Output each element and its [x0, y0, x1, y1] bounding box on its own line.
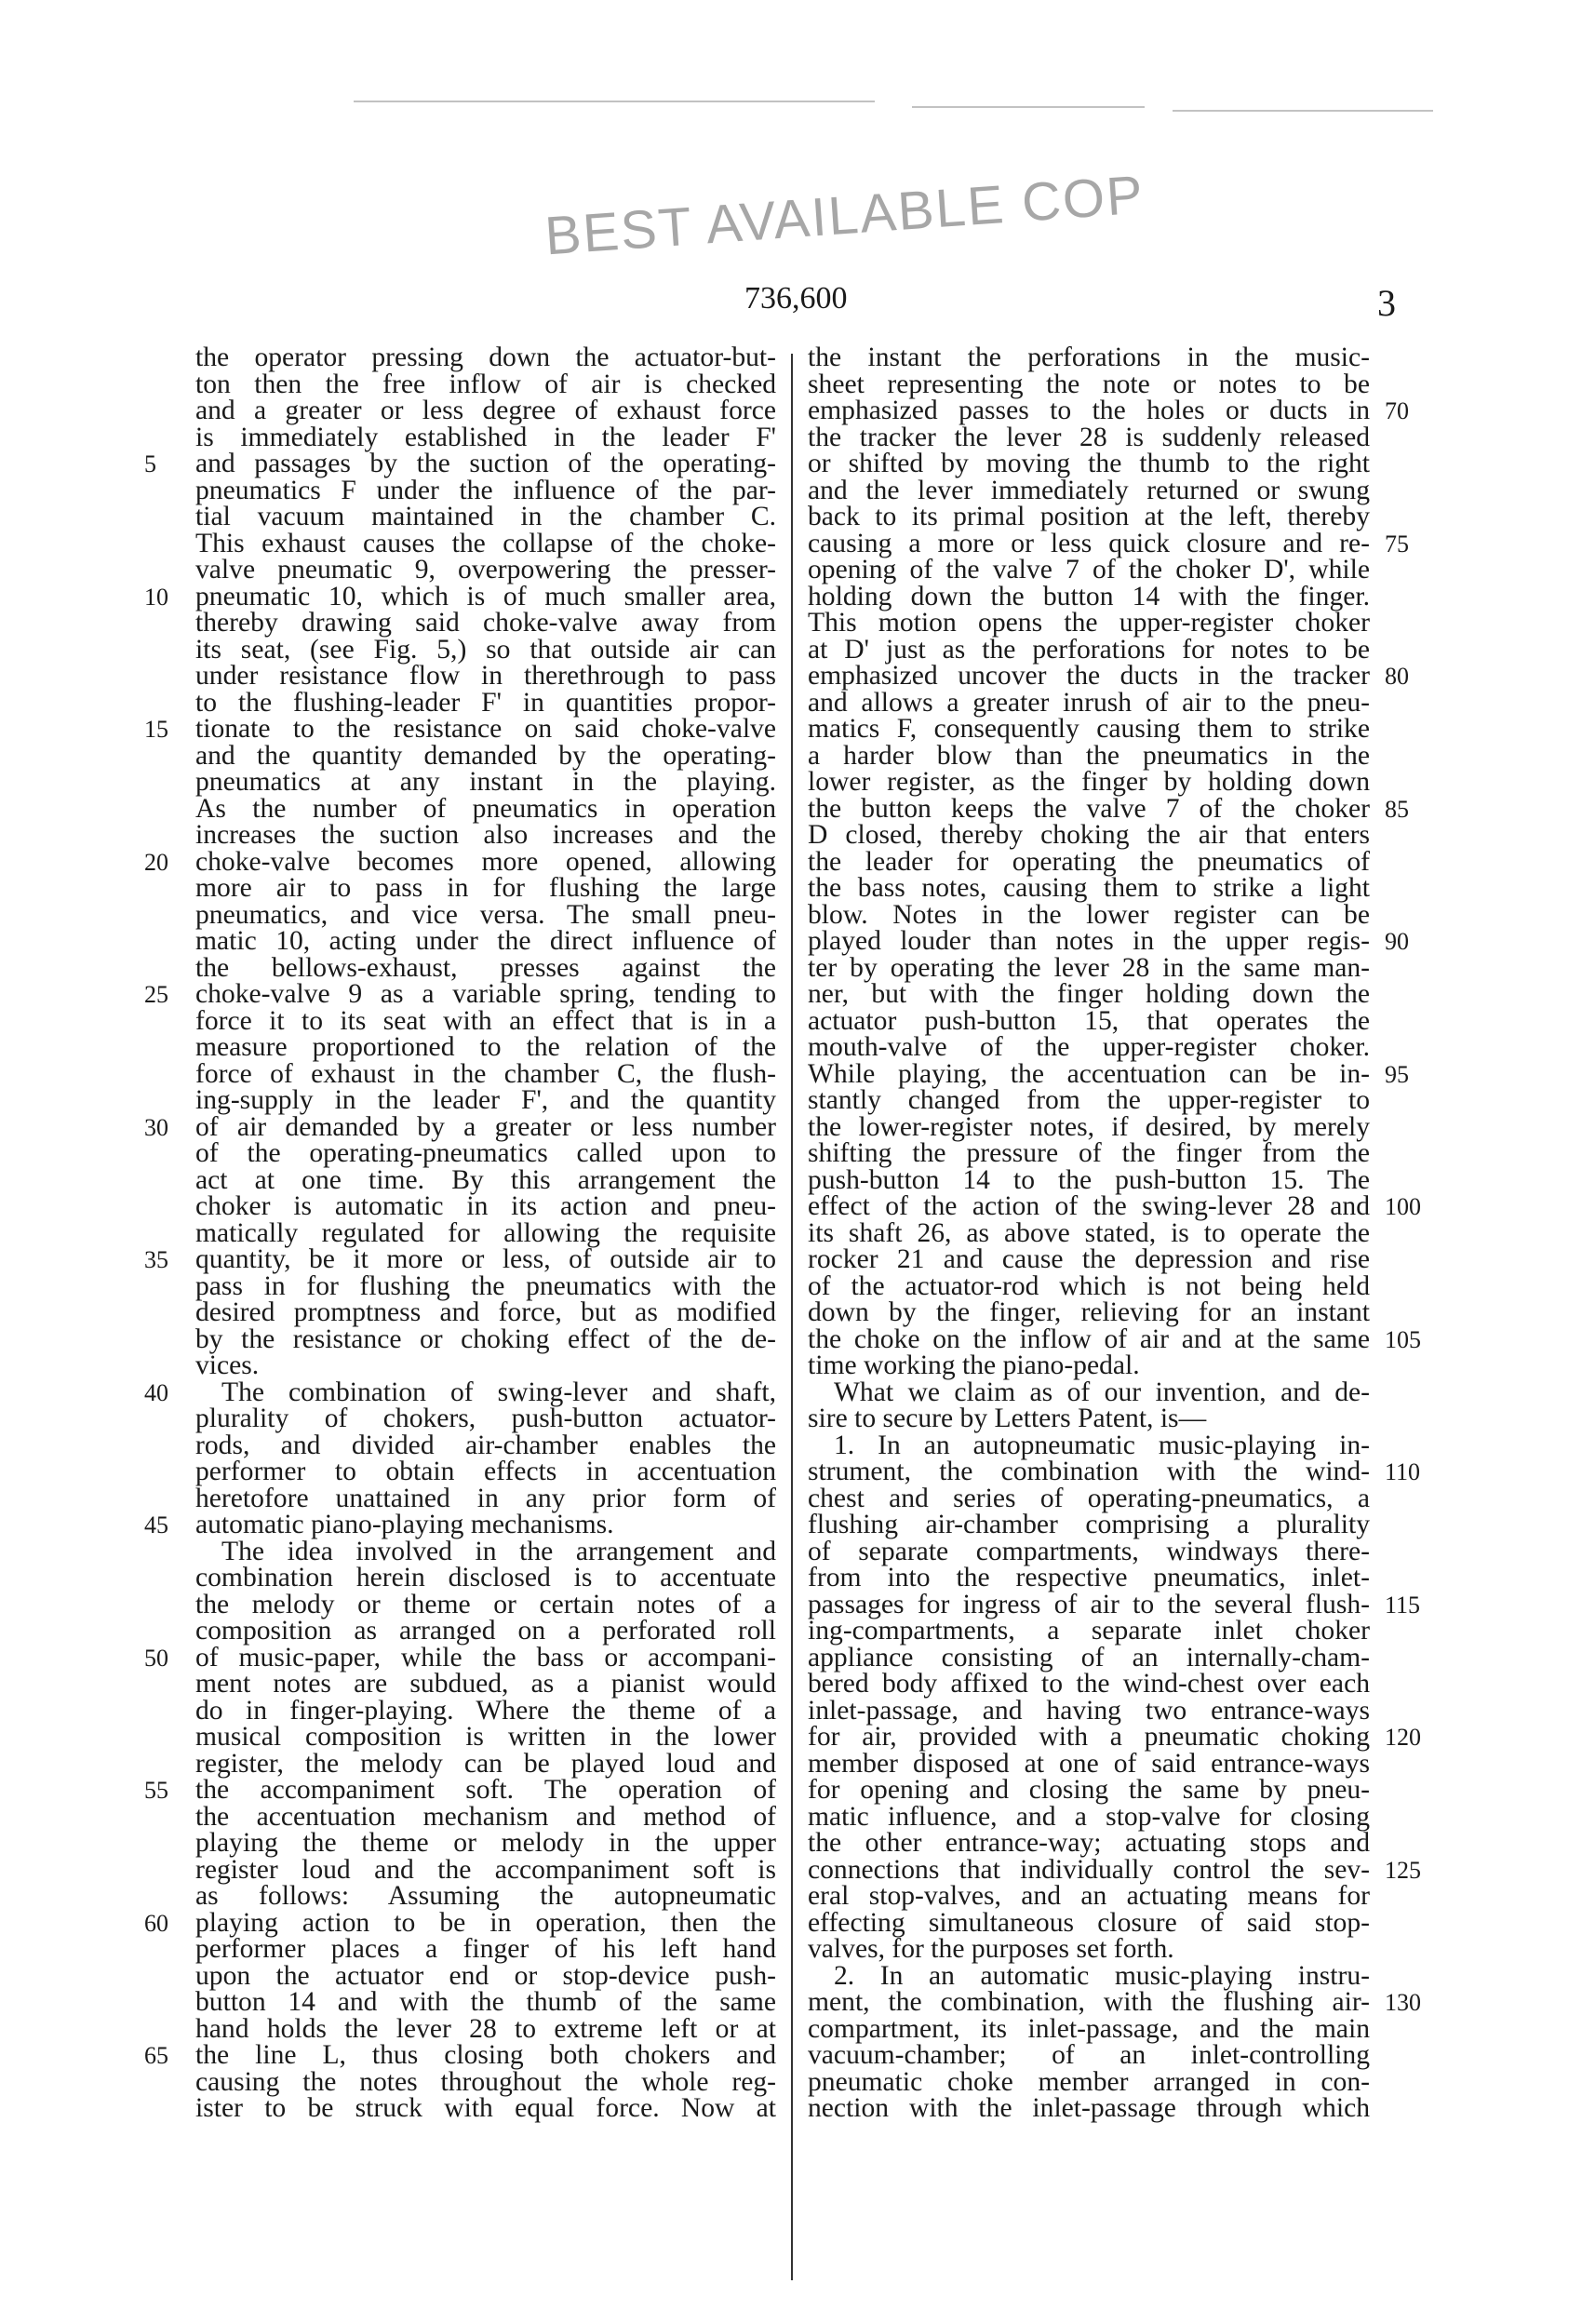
right-text-line: effecting simultaneous closure of said stop-	[808, 1907, 1370, 1938]
left-text-line: ton then the free inflow of air is checked	[195, 369, 776, 399]
left-text-line: thereby drawing said choke-valve away from	[195, 608, 776, 638]
left-line-number: 25	[144, 981, 168, 1008]
left-text-line: force of exhaust in the chamber C, the flush-	[195, 1058, 776, 1089]
right-text-line: appliance consisting of an internally-cham-	[808, 1642, 1370, 1672]
left-text-line: by the resistance or choking effect of the de-	[195, 1323, 776, 1354]
left-text-line: choker is automatic in its action and pneu-	[195, 1191, 776, 1221]
right-line-number: 130	[1385, 1989, 1421, 2016]
right-text-line: the leader for operating the pneumatics of	[808, 846, 1370, 877]
right-text-line: from into the respective pneumatics, inlet-	[808, 1563, 1370, 1592]
right-text-line: D closed, thereby choking the air that enters	[808, 820, 1370, 850]
left-line-number: 10	[144, 583, 168, 611]
right-text-line: for air, provided with a pneumatic choking	[808, 1722, 1370, 1752]
left-text-line: force it to its seat with an effect that is in a	[195, 1005, 776, 1036]
left-text-line: pneumatics, and vice versa. The small pneu-	[195, 899, 776, 930]
left-line-number: 60	[144, 1909, 168, 1937]
left-text-line: to the flushing-leader F' in quantities propor-	[195, 687, 776, 718]
left-text-line: This exhaust causes the collapse of the choke-	[195, 528, 776, 558]
right-text-line: the choke on the inflow of air and at the same	[808, 1323, 1370, 1354]
right-text-line: pneumatic choke member arranged in con-	[808, 2066, 1370, 2097]
right-text-line: passages for ingress of air to the several flush-	[808, 1589, 1370, 1619]
left-text-line: the accompaniment soft. The operation of	[195, 1775, 776, 1805]
right-text-line: or shifted by moving the thumb to the right	[808, 449, 1370, 478]
left-text-line: plurality of chokers, push-button actuator-	[195, 1404, 776, 1433]
right-text-line: the tracker the lever 28 is suddenly released	[808, 422, 1370, 452]
left-text-line: matically regulated for allowing the requisite	[195, 1217, 776, 1248]
right-text-line: eral stop-valves, and an actuating means for	[808, 1881, 1370, 1911]
left-text-line: more air to pass in for flushing the large	[195, 873, 776, 903]
left-text-line: the line L, thus closing both chokers and	[195, 2040, 776, 2070]
left-text-line: upon the actuator end or stop-device push-	[195, 1960, 776, 1991]
right-text-line: rocker 21 and cause the depression and rise	[808, 1244, 1370, 1274]
right-text-line: ment, the combination, with the flushing air-	[808, 1987, 1370, 2017]
right-text-line: played louder than notes in the upper regis-	[808, 926, 1370, 956]
left-text-line: of the operating-pneumatics called upon to	[195, 1138, 776, 1168]
left-text-column	[195, 344, 776, 2122]
left-text-line: As the number of pneumatics in operation	[195, 793, 776, 824]
left-text-line: measure proportioned to the relation of the	[195, 1032, 776, 1062]
left-text-line: choke-valve 9 as a variable spring, tending to	[195, 979, 776, 1009]
right-line-number: 125	[1385, 1856, 1421, 1884]
right-text-line: the other entrance-way; actuating stops and	[808, 1828, 1370, 1858]
right-text-column	[808, 344, 1370, 2122]
right-text-line: vacuum-chamber; of an inlet-controlling	[808, 2040, 1370, 2070]
availability-stamp: BEST AVAILABLE COP	[543, 164, 1146, 267]
right-text-line: effect of the action of the swing-lever 28 and	[808, 1191, 1370, 1221]
right-text-line: emphasized passes to the holes or ducts in	[808, 396, 1370, 425]
left-text-line: quantity, be it more or less, of outside air to	[195, 1244, 776, 1274]
left-text-line: pneumatics F under the influence of the par-	[195, 475, 776, 505]
right-text-line: matics F, consequently causing them to strike	[808, 714, 1370, 744]
right-text-line: flushing air-chamber comprising a plurality	[808, 1510, 1370, 1539]
left-text-line: vices.	[195, 1350, 260, 1380]
left-text-line: tionate to the resistance on said choke-valve	[195, 714, 776, 744]
right-line-number: 115	[1385, 1591, 1421, 1619]
right-text-line: stantly changed from the upper-register to	[808, 1085, 1370, 1115]
right-text-line: the bass notes, causing them to strike a light	[808, 873, 1370, 903]
right-text-line: inlet-passage, and having two entrance-ways	[808, 1695, 1370, 1726]
right-line-number: 110	[1385, 1458, 1421, 1485]
left-text-line: the operator pressing down the actuator-but-	[195, 343, 776, 372]
right-text-line: and allows a greater inrush of air to the pneu-	[808, 687, 1370, 718]
left-line-number: 55	[144, 1777, 168, 1804]
right-text-line: a harder blow than the pneumatics in the	[808, 740, 1370, 771]
left-text-line: The idea involved in the arrangement and	[221, 1536, 776, 1566]
left-line-number: 35	[144, 1246, 168, 1273]
left-line-number: 30	[144, 1113, 168, 1141]
left-line-number: 45	[144, 1511, 168, 1538]
left-text-line: register, the melody can be played loud and	[195, 1748, 776, 1779]
right-text-line: actuator push-button 15, that operates the	[808, 1005, 1370, 1036]
right-text-line: ner, but with the finger holding down the	[808, 979, 1370, 1009]
right-text-line: emphasized uncover the ducts in the tracker	[808, 661, 1370, 691]
left-text-line: is immediately established in the leader F'	[195, 422, 776, 452]
left-text-line: performer places a finger of his left hand	[195, 1934, 776, 1964]
left-text-line: desired promptness and force, but as modified	[195, 1297, 776, 1327]
left-text-line: pneumatics at any instant in the playing.	[195, 767, 776, 797]
left-text-line: the bellows-exhaust, presses against the	[195, 952, 776, 983]
left-text-line: The combination of swing-lever and shaft,	[221, 1377, 776, 1407]
right-text-line: member disposed at one of said entrance-ways	[808, 1748, 1370, 1779]
right-text-line: lower register, as the finger by holding down	[808, 767, 1370, 797]
right-line-number: 80	[1385, 663, 1409, 690]
right-text-line: matic influence, and a stop-valve for closing	[808, 1801, 1370, 1832]
left-text-line: hand holds the lever 28 to extreme left or at	[195, 2013, 776, 2044]
right-text-line: compartment, its inlet-passage, and the main	[808, 2013, 1370, 2044]
right-line-number: 120	[1385, 1724, 1421, 1751]
page-number: 3	[1377, 282, 1396, 324]
left-text-line: causing the notes throughout the whole reg-	[195, 2066, 776, 2097]
right-text-line: While playing, the accentuation can be in-	[808, 1058, 1370, 1089]
right-text-line: ter by operating the lever 28 in the same man-	[808, 952, 1370, 983]
left-line-number: 15	[144, 716, 168, 743]
right-text-line: push-button 14 to the push-button 15. The	[808, 1164, 1370, 1195]
left-text-line: as follows: Assuming the autopneumatic	[195, 1881, 776, 1911]
left-text-line: and the quantity demanded by the operating-	[195, 740, 776, 771]
right-text-line: sheet representing the note or notes to be	[808, 369, 1370, 399]
right-text-line: shifting the pressure of the finger from the	[808, 1138, 1370, 1168]
right-text-line: sire to secure by Letters Patent, is—	[808, 1404, 1207, 1433]
right-text-line: opening of the valve 7 of the choker D', while	[808, 555, 1370, 584]
column-divider	[791, 354, 793, 2280]
left-text-line: register loud and the accompaniment soft is	[195, 1854, 776, 1885]
left-line-number: 40	[144, 1378, 168, 1406]
right-text-line: the lower-register notes, if desired, by merely	[808, 1111, 1370, 1142]
left-text-line: ment notes are subdued, as a pianist would	[195, 1669, 776, 1699]
right-text-line: of separate compartments, windways there-	[808, 1536, 1370, 1566]
left-text-line: pneumatic 10, which is of much smaller area,	[195, 581, 776, 611]
right-line-number: 70	[1385, 397, 1409, 424]
left-text-line: under resistance flow in therethrough to pass	[195, 661, 776, 691]
left-text-line: of air demanded by a greater or less number	[195, 1111, 776, 1142]
left-text-line: rods, and divided air-chamber enables the	[195, 1430, 776, 1460]
right-text-line: 2. In an automatic music-playing instru-	[834, 1960, 1370, 1991]
right-text-line: chest and series of operating-pneumatics, a	[808, 1483, 1370, 1513]
right-text-line: causing a more or less quick closure and re-	[808, 528, 1370, 558]
left-text-line: combination herein disclosed is to accentuate	[195, 1563, 776, 1592]
right-text-line: the instant the perforations in the music-	[808, 343, 1370, 372]
right-text-line: connections that individually control the sev-	[808, 1854, 1370, 1885]
left-text-line: choke-valve becomes more opened, allowing	[195, 846, 776, 877]
left-text-line: do in finger-playing. Where the theme of a	[195, 1695, 776, 1726]
right-text-line: mouth-valve of the upper-register choker.	[808, 1032, 1370, 1062]
left-text-line: valve pneumatic 9, overpowering the presser-	[195, 555, 776, 584]
right-text-line: ing-compartments, a separate inlet choker	[808, 1616, 1370, 1646]
left-text-line: the accentuation mechanism and method of	[195, 1801, 776, 1832]
left-text-line: increases the suction also increases and the	[195, 820, 776, 850]
left-text-line: performer to obtain effects in accentuation	[195, 1457, 776, 1486]
right-line-number: 105	[1385, 1325, 1421, 1353]
right-text-line: the button keeps the valve 7 of the choker	[808, 793, 1370, 824]
left-text-line: pass in for flushing the pneumatics with the	[195, 1270, 776, 1301]
left-text-line: the melody or theme or certain notes of a	[195, 1589, 776, 1619]
right-text-line: its shaft 26, as above stated, is to operate the	[808, 1217, 1370, 1248]
right-text-line: What we claim as of our invention, and de-	[834, 1377, 1370, 1407]
right-text-line: and the lever immediately returned or swung	[808, 475, 1370, 505]
left-text-line: playing the theme or melody in the upper	[195, 1828, 776, 1858]
right-text-line: of the actuator-rod which is not being held	[808, 1270, 1370, 1301]
right-text-line: blow. Notes in the lower register can be	[808, 899, 1370, 930]
left-text-line: matic 10, acting under the direct influence of	[195, 926, 776, 956]
right-text-line: bered body affixed to the wind-chest over each	[808, 1669, 1370, 1699]
patent-number: 736,600	[744, 281, 848, 316]
left-text-line: its seat, (see Fig. 5,) so that outside air can	[195, 634, 776, 665]
left-line-number: 5	[144, 450, 156, 477]
left-text-line: tial vacuum maintained in the chamber C.	[195, 502, 776, 531]
left-text-line: and passages by the suction of the operating-	[195, 449, 776, 478]
right-text-line: at D' just as the perforations for notes to be	[808, 634, 1370, 665]
right-text-line: for opening and closing the same by pneu-	[808, 1775, 1370, 1805]
right-line-number: 95	[1385, 1060, 1409, 1088]
left-text-line: of music-paper, while the bass or accompani-	[195, 1642, 776, 1672]
right-line-number: 100	[1385, 1193, 1421, 1220]
left-text-line: and a greater or less degree of exhaust force	[195, 396, 776, 425]
right-text-line: back to its primal position at the left, thereby	[808, 502, 1370, 531]
right-line-number: 75	[1385, 530, 1409, 557]
left-text-line: playing action to be in operation, then the	[195, 1907, 776, 1938]
left-line-number: 20	[144, 848, 168, 876]
right-text-line: 1. In an autopneumatic music-playing in-	[834, 1430, 1370, 1460]
left-text-line: ister to be struck with equal force. Now at	[195, 2093, 776, 2123]
right-line-number: 85	[1385, 795, 1409, 823]
right-text-line: valves, for the purposes set forth.	[808, 1934, 1174, 1964]
right-text-line: down by the finger, relieving for an instant	[808, 1297, 1370, 1327]
right-text-line: nection with the inlet-passage through which	[808, 2093, 1370, 2123]
left-text-line: act at one time. By this arrangement the	[195, 1164, 776, 1195]
left-line-number: 65	[144, 2042, 168, 2069]
right-line-number: 90	[1385, 928, 1409, 955]
left-line-number: 50	[144, 1644, 168, 1672]
left-text-line: musical composition is written in the lower	[195, 1722, 776, 1752]
right-text-line: strument, the combination with the wind-	[808, 1457, 1370, 1486]
left-text-line: heretofore unattained in any prior form of	[195, 1483, 776, 1513]
left-text-line: ing-supply in the leader F', and the quantity	[195, 1085, 776, 1115]
left-text-line: button 14 and with the thumb of the same	[195, 1987, 776, 2017]
right-text-line: holding down the button 14 with the finger.	[808, 581, 1370, 611]
left-text-line: automatic piano-playing mechanisms.	[195, 1510, 614, 1539]
right-text-line: This motion opens the upper-register choker	[808, 608, 1370, 638]
left-text-line: composition as arranged on a perforated roll	[195, 1616, 776, 1646]
right-text-line: time working the piano-pedal.	[808, 1350, 1140, 1380]
